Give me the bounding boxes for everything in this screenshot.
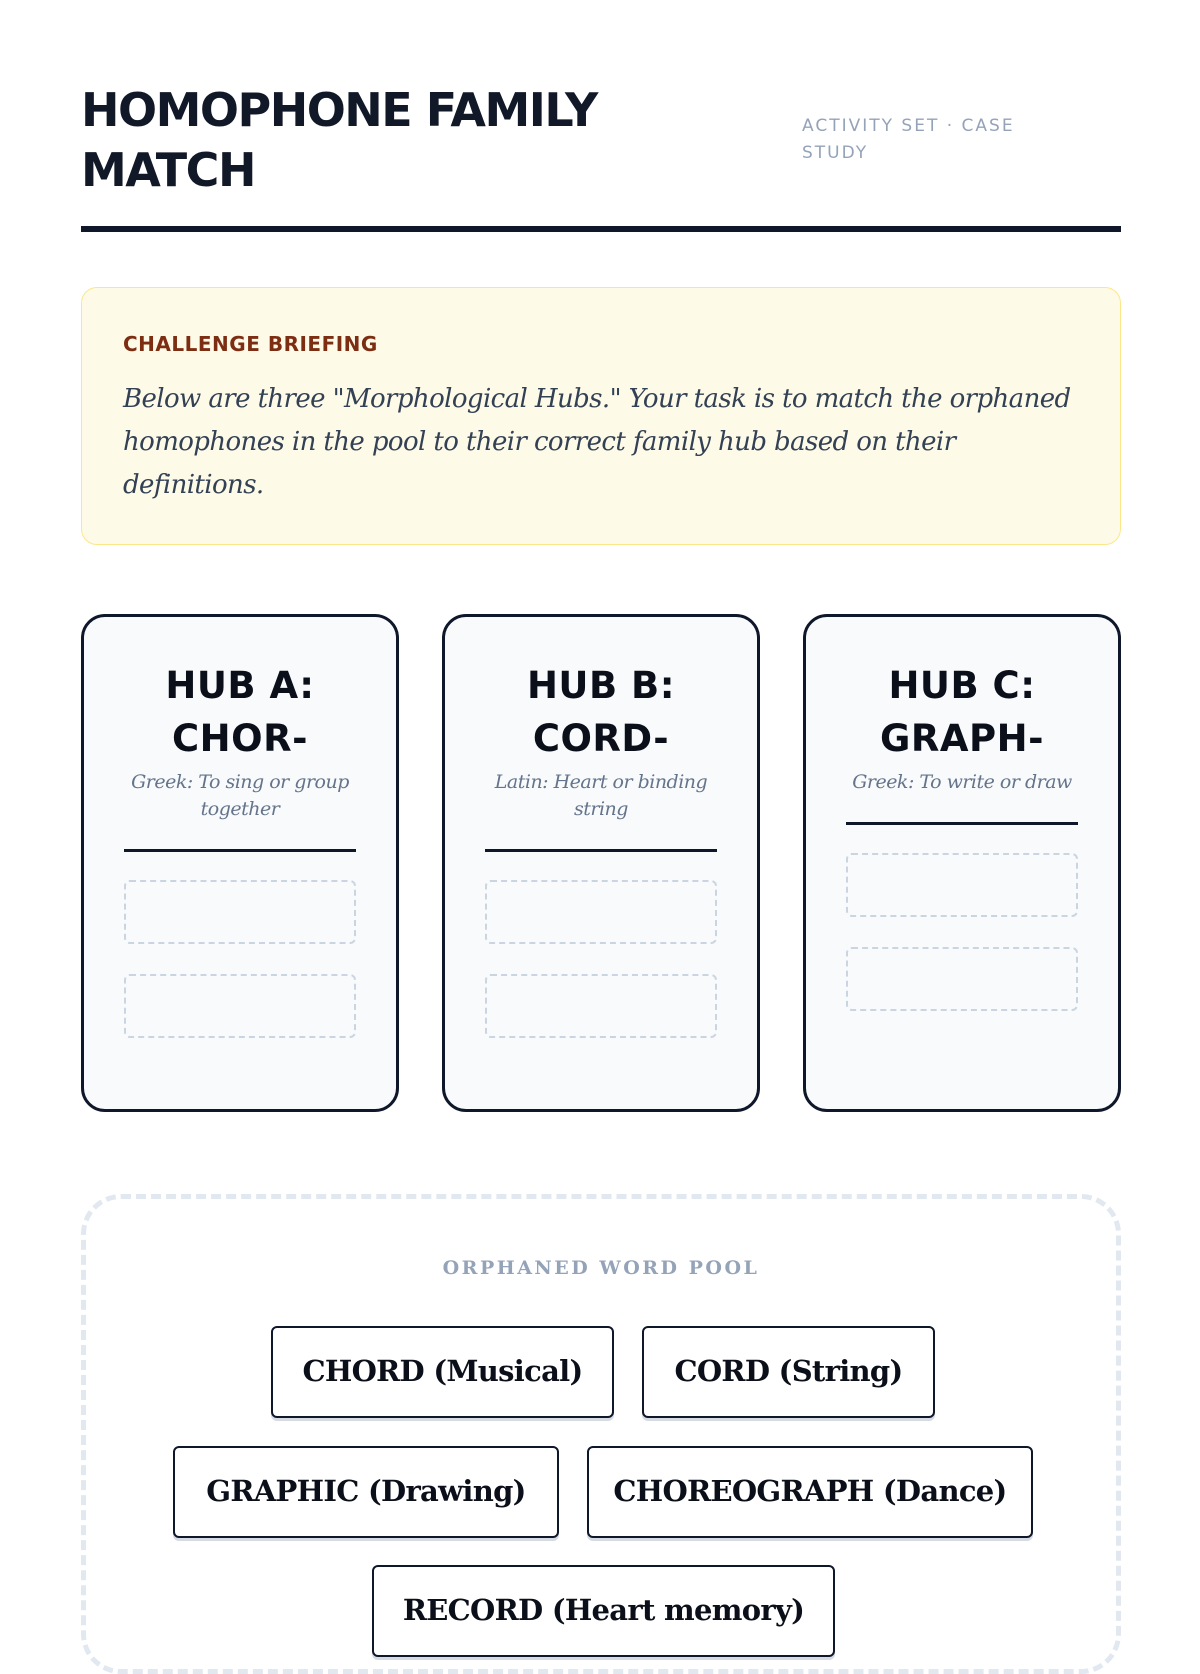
hub-c-card — [803, 614, 1121, 1112]
header-divider — [81, 226, 1121, 232]
word-chip-chord[interactable]: CHORD (Musical) — [271, 1326, 614, 1418]
word-chip-graphic[interactable]: GRAPHIC (Drawing) — [173, 1446, 559, 1538]
hub-c-drop-slot-1[interactable] — [846, 853, 1078, 917]
hub-b-drop-slot-1[interactable] — [485, 880, 717, 944]
hub-description: Latin: Heart or binding string — [494, 771, 708, 820]
hub-title: HUB B: CORD- — [526, 664, 676, 760]
page-subtitle: ACTIVITY SET · CASE STUDY — [802, 116, 1015, 163]
activity-page — [81, 0, 1121, 1627]
word-pool-label: ORPHANED WORD POOL — [442, 1257, 760, 1279]
hub-a-card — [81, 614, 399, 1112]
word-chip-cord[interactable]: CORD (String) — [642, 1326, 935, 1418]
briefing-text: Below are three "Morphological Hubs." Your task is to match the orphaned homophones in the pool to their correct family hub based on their definitions. — [123, 384, 1071, 500]
page-header — [81, 0, 1121, 232]
hub-divider — [846, 822, 1078, 825]
hub-b-card — [442, 614, 760, 1112]
challenge-briefing-panel — [81, 287, 1121, 545]
hub-description: Greek: To sing or group together — [131, 771, 349, 820]
hub-c-drop-slot-2[interactable] — [846, 947, 1078, 1011]
word-chip-record[interactable]: RECORD (Heart memory) — [372, 1565, 835, 1657]
hub-divider — [485, 849, 717, 852]
hub-b-drop-slot-2[interactable] — [485, 974, 717, 1038]
page-title: HOMOPHONE FAMILY MATCH — [81, 83, 597, 197]
hub-a-drop-slot-2[interactable] — [124, 974, 356, 1038]
hub-a-drop-slot-1[interactable] — [124, 880, 356, 944]
hub-divider — [124, 849, 356, 852]
word-chip-choreograph[interactable]: CHOREOGRAPH (Dance) — [587, 1446, 1033, 1538]
word-pool — [81, 1194, 1121, 1674]
briefing-heading: CHALLENGE BRIEFING — [123, 332, 378, 356]
hub-title: HUB C: GRAPH- — [880, 664, 1044, 760]
hub-description: Greek: To write or draw — [852, 771, 1072, 793]
hub-title: HUB A: CHOR- — [165, 664, 315, 760]
